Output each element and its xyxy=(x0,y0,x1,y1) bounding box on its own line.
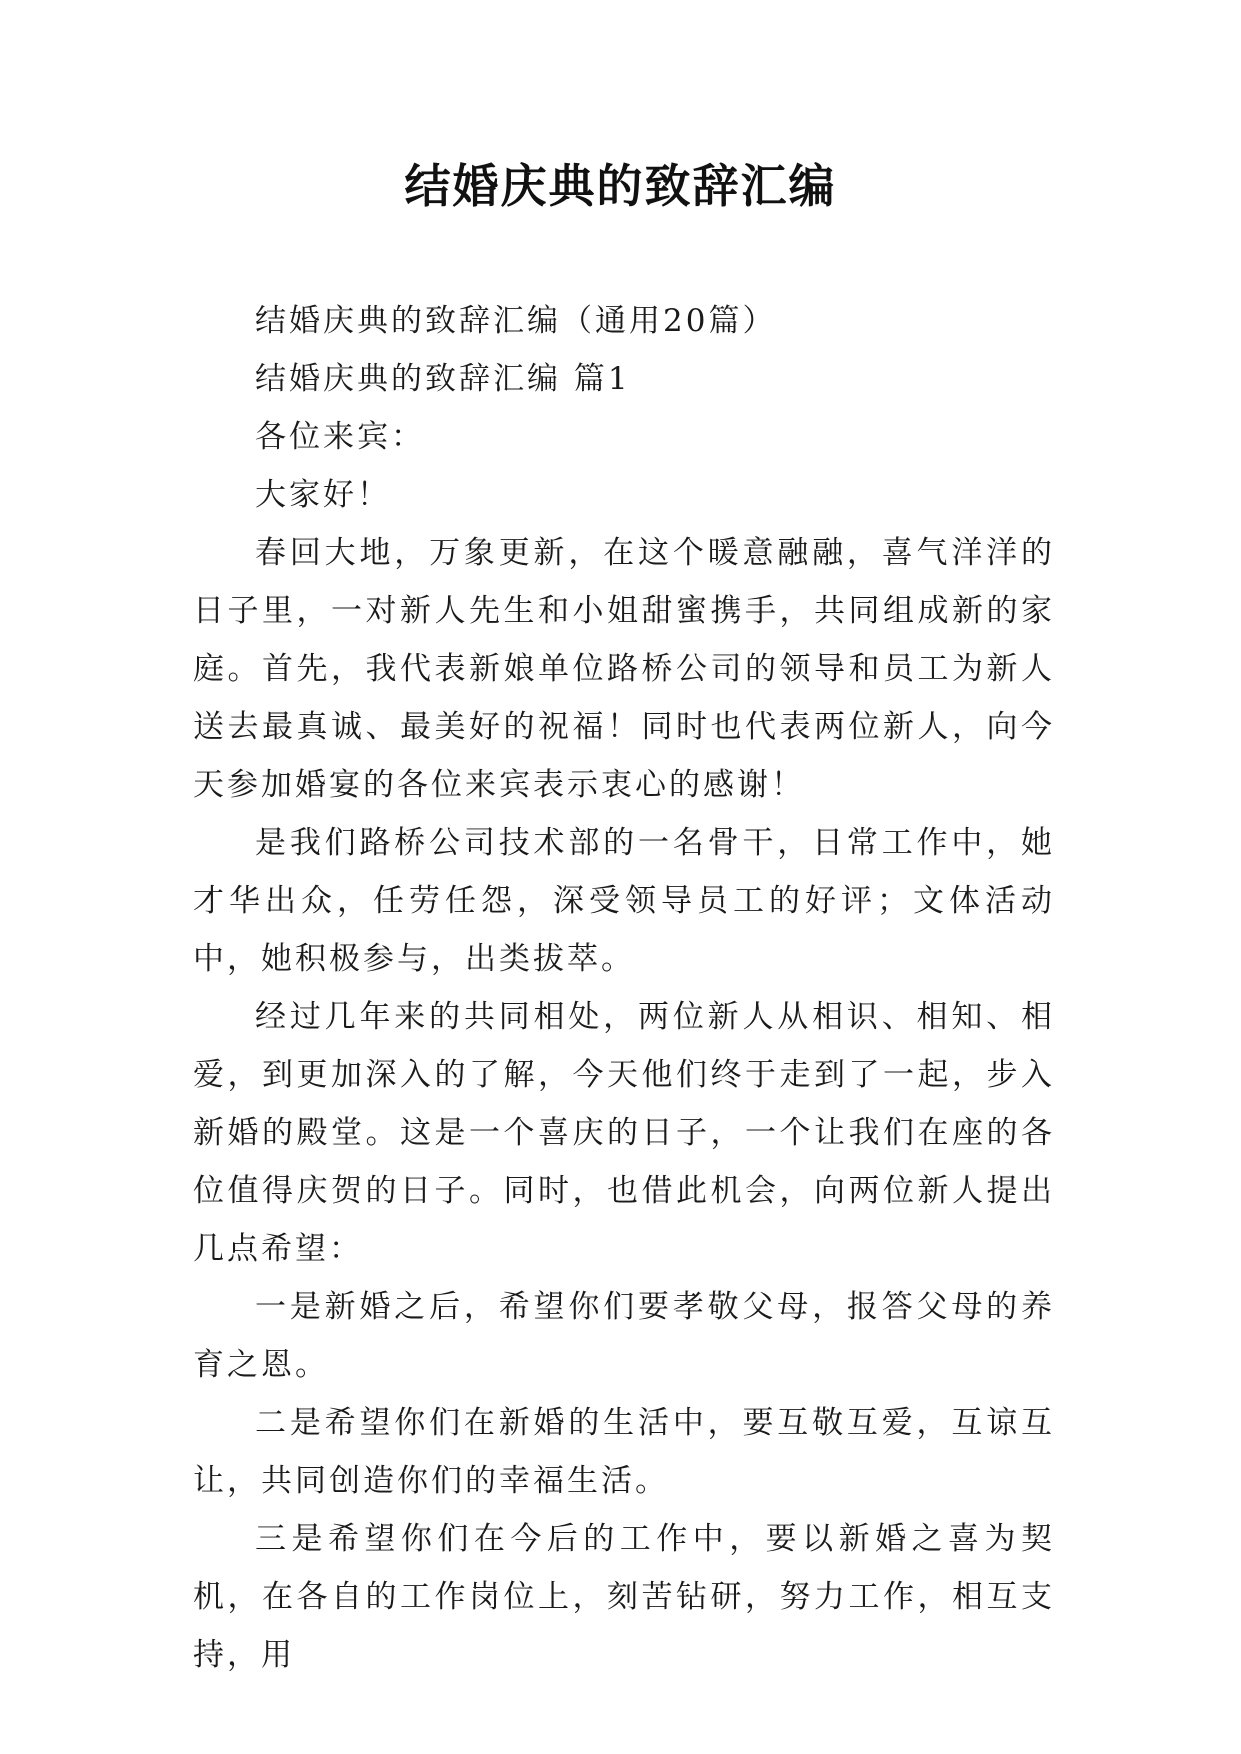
paragraph: 一是新婚之后，希望你们要孝敬父母，报答父母的养育之恩。 xyxy=(193,1289,1055,1383)
paragraph-subtitle: 结婚庆典的致辞汇编（通用20篇） xyxy=(255,303,777,339)
document-title: 结婚庆典的致辞汇编 xyxy=(404,159,837,213)
paragraph-salutation: 各位来宾： xyxy=(255,419,425,455)
paragraph: 经过几年来的共同相处，两位新人从相识、相知、相爱，到更加深入的了解，今天他们终于走到了一起，步入新婚的殿堂。这是一个喜庆的日子，一个让我们在座的各位值得庆贺的日子。同时，也借此机会，向两位新人提出几点希望： xyxy=(193,999,1055,1267)
document-body xyxy=(193,292,1055,1684)
paragraph: 春回大地，万象更新，在这个暖意融融，喜气洋洋的日子里，一对新人先生和小姐甜蜜携手，共同组成新的家庭。首先，我代表新娘单位路桥公司的领导和员工为新人送去最真诚、最美好的祝福！同时也代表两位新人，向今天参加婚宴的各位来宾表示衷心的感谢！ xyxy=(193,535,1055,803)
paragraph-greeting: 大家好！ xyxy=(255,477,391,513)
paragraph-section-heading: 结婚庆典的致辞汇编 篇1 xyxy=(255,361,631,397)
paragraph: 二是希望你们在新婚的生活中，要互敬互爱，互谅互让，共同创造你们的幸福生活。 xyxy=(193,1405,1055,1499)
paragraph: 三是希望你们在今后的工作中，要以新婚之喜为契机，在各自的工作岗位上，刻苦钻研，努力工作，相互支持，用 xyxy=(193,1521,1055,1673)
paragraph: 是我们路桥公司技术部的一名骨干，日常工作中，她才华出众，任劳任怨，深受领导员工的好评；文体活动中，她积极参与，出类拔萃。 xyxy=(193,825,1055,977)
